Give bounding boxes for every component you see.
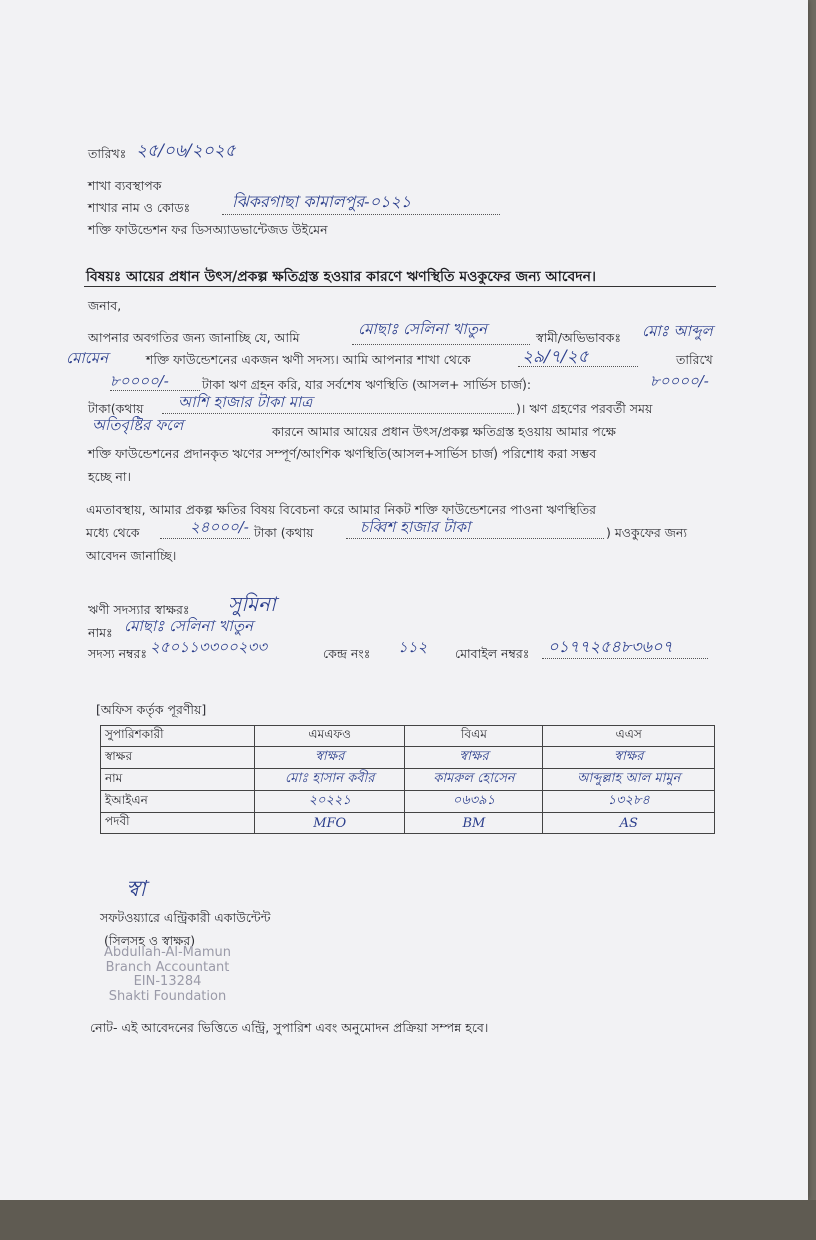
table-cell: স্বাক্ষর [101,747,255,769]
name-dots [352,344,530,345]
para1-text1: আপনার অবগতির জন্য জানাচ্ছি যে, আমি [88,330,300,345]
table-cell: সুপারিশকারী [101,726,255,747]
stamp-line: EIN-13284 [133,974,202,989]
loan-amount-hw: ৮০০০০/- [110,372,169,390]
para1-text7: )। ঋণ গ্রহণের পরবর্তী সময় [516,401,653,416]
table-cell: MFO [255,813,405,834]
stamp-line: Abdullah-Al-Mamun [104,945,231,960]
branch-name-label: শাখার নাম ও কোডঃ [88,200,191,215]
addressee-line1: শাখা ব্যবস্থাপক [88,178,162,193]
member-no-hw: ২৫০১১৩৩০০২৩৩ [150,638,267,656]
table-cell: ১৩২৮৪ [543,791,715,813]
table-cell: পদবী [101,813,255,834]
table-cell: স্বাক্ষর [543,747,715,769]
para1-text8: কারনে আমার আয়ের প্রধান উৎস/প্রকল্প ক্ষতিগ্রস্ত হওয়ায় আমার পক্ষে [272,424,616,439]
office-table [100,725,715,834]
para2-text4: ) মওকুফের জন্য [606,525,688,540]
stamp-line: Branch Accountant [105,959,230,975]
table-row [101,747,715,769]
table-cell: আব্দুল্লাহ আল মামুন [543,769,715,791]
table-row [101,813,715,834]
center-no-label: কেন্দ্র নংঃ [323,646,371,661]
para1-text2: স্বামী/অভিভাবকঃ [536,330,621,345]
para2-text2: মধ্যে থেকে [86,525,140,540]
table-cell: কামরুল হোসেন [405,769,543,791]
date-value: ২৫/০৬/২০২৫ [136,141,236,161]
table-row [101,726,715,747]
member-signature-label: ঋণী সদস্যার স্বাক্ষরঃ [88,602,190,617]
para2-text5: আবেদন জানাচ্ছি। [86,548,177,563]
balance-hw: ৮০০০০/- [650,372,709,390]
table-cell: ০৬৩৯১ [405,791,543,813]
table-cell: স্বাক্ষর [255,747,405,769]
table-row [101,769,715,791]
member-no-label: সদস্য নম্বরঃ [88,646,148,661]
para1-text10: হচ্ছে না। [88,469,131,484]
para1-text6: টাকা(কথায় [88,401,144,416]
member-name-label: নামঃ [88,625,113,640]
waive-amount-hw: ২৪০০০/- [190,518,249,536]
accountant-line1: সফটওয়্যারে এন্ট্রিকারী একাউন্টেন্ট [100,910,271,925]
note: নোট- এই আবেদনের ভিত্তিতে এন্ট্রি, সুপারিশ এবং অনুমোদন প্রক্রিয়া সম্পন্ন হবে। [90,1020,489,1035]
table-cell: স্বাক্ষর [405,747,543,769]
para1-text5: টাকা ঋণ গ্রহন করি, যার সর্বশেষ ঋণস্থিতি (আসল+ সার্ভিস চার্জ): [202,377,532,392]
mobile-label: মোবাইল নম্বরঃ [455,646,530,661]
table-cell: এএস [543,726,715,747]
subject-underline [84,286,716,287]
table-cell: ২০২২১ [255,791,405,813]
background-surface [0,1200,816,1240]
accountant-signature-hw: স্বা [126,877,146,902]
table-cell: AS [543,813,715,834]
applicant-name-hw: মোছাঃ সেলিনা খাতুন [358,320,487,338]
amount-words-hw: আশি হাজার টাকা মাত্র [178,393,313,411]
reason-hw: অতিবৃষ্টির ফলে [92,416,184,434]
accountant-line2: (সিলসহ ও স্বাক্ষর) [104,933,196,948]
center-no-hw: ১১২ [398,638,428,656]
member-name-hw: মোছাঃ সেলিনা খাতুন [124,617,253,635]
branch-name-value: ঝিকরগাছা কামালপুর-০১২১ [232,192,412,211]
guardian-hw: মোঃ আব্দুল [642,322,713,340]
table-row [101,791,715,813]
member-signature-hw: সুমিনা [228,592,276,616]
mobile-hw: ০১৭৭২৫৪৮৩৬০৭ [548,637,673,656]
loan-date-hw: ২৯/৭/২৫ [522,347,589,367]
table-cell: এমএফও [255,726,405,747]
salutation: জনাব, [88,298,122,313]
table-cell: মোঃ হাসান কবীর [255,769,405,791]
table-cell: ইআইএন [101,791,255,813]
para1-text9: শক্তি ফাউন্ডেশনের প্রদানকৃত ঋণের সম্পূর্ণ/আংশিক ঋণস্থিতি(আসল+সার্ভিস চার্জ) পরিশোধ করা সম্ভব [88,446,597,461]
para1-text3: শক্তি ফাউন্ডেশনের একজন ঋণী সদস্য। আমি আপনার শাখা থেকে [146,352,471,367]
stamp-line: Shakti Foundation [108,988,227,1004]
guardian-hw-2: মোমেন [66,349,109,367]
accountant-seal-stamp [104,946,231,1004]
para1-text4: তারিখে [676,352,713,367]
date-label: তারিখঃ [88,146,127,161]
subject: বিষয়ঃ আয়ের প্রধান উৎস/প্রকল্প ক্ষতিগ্রস্ত হওয়ার কারণে ঋণস্থিতি মওকুফের জন্য আবেদন। [86,269,596,285]
addressee-line3: শক্তি ফাউন্ডেশন ফর ডিসঅ্যাডভান্টেজড উইমেন [88,222,328,237]
para2-text3: টাকা (কথায় [254,525,314,540]
table-cell: BM [405,813,543,834]
table-cell: নাম [101,769,255,791]
office-heading: [অফিস কর্তৃক পূরণীয়] [96,702,207,717]
table-cell: বিএম [405,726,543,747]
waive-words-hw: চব্বিশ হাজার টাকা [360,518,471,536]
para2-text1: এমতাবস্থায়, আমার প্রকল্প ক্ষতির বিষয় বিবেচনা করে আমার নিকট শক্তি ফাউন্ডেশনের পাওনা ঋণস্থিতির [86,502,597,517]
